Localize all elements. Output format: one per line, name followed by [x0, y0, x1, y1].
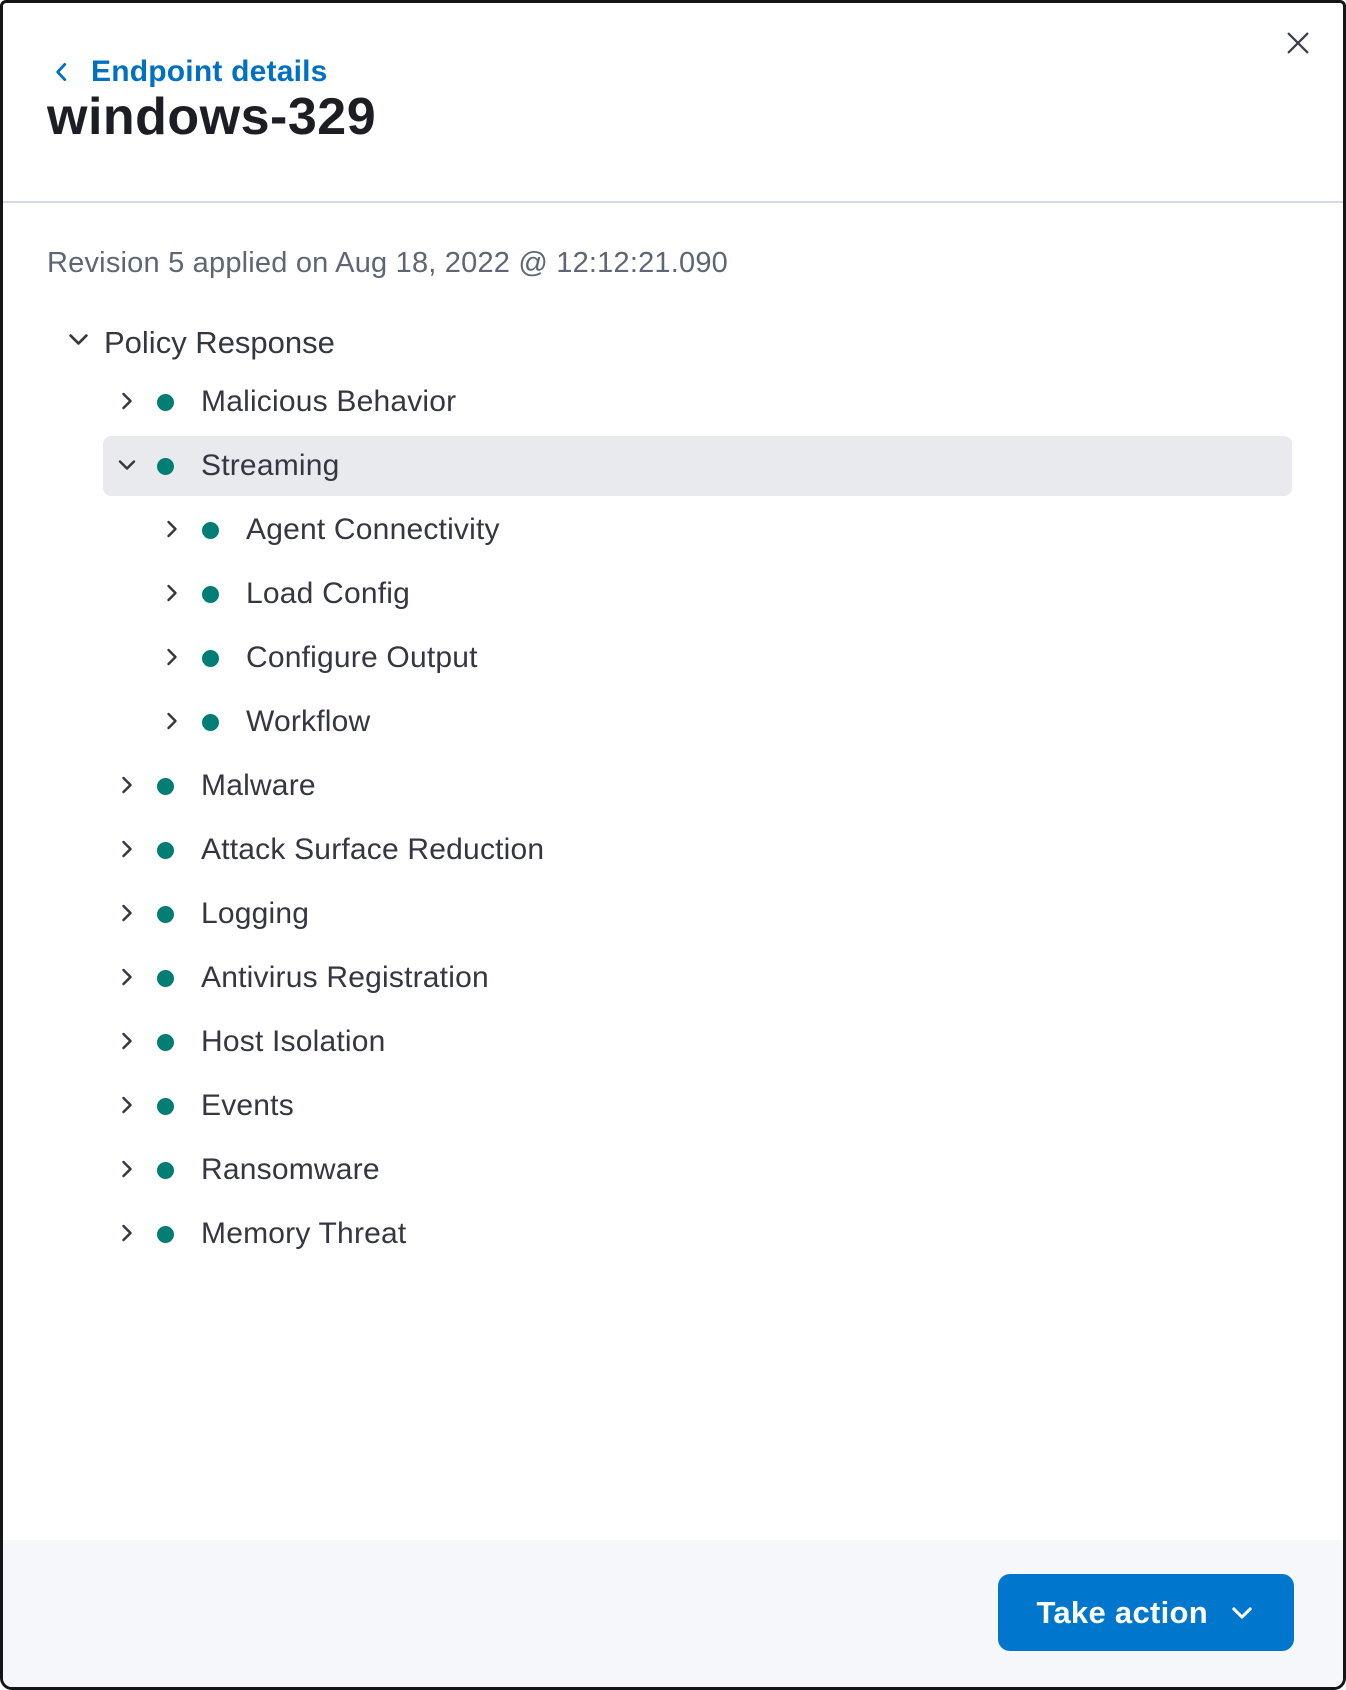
status-dot-icon [157, 970, 174, 987]
chevron-right-icon [160, 709, 184, 736]
tree-item-load-config[interactable] [3, 562, 1343, 626]
status-dot-icon [157, 778, 174, 795]
tree-item-malicious-behavior[interactable] [3, 370, 1343, 434]
tree-item-streaming[interactable] [103, 436, 1292, 496]
tree-item-label: Malware [201, 769, 316, 802]
tree-item-label: Host Isolation [201, 1025, 386, 1058]
chevron-right-icon [115, 901, 139, 928]
tree-item-label: Load Config [246, 577, 410, 610]
expand-chevron-button[interactable] [114, 773, 140, 799]
tree-item-logging[interactable] [3, 882, 1343, 946]
status-dot-icon [202, 714, 219, 731]
flyout-header [3, 3, 1343, 203]
close-button[interactable] [1275, 21, 1321, 67]
expand-chevron-button[interactable] [114, 837, 140, 863]
tree-item-events[interactable] [3, 1074, 1343, 1138]
flyout-body [3, 205, 1343, 1540]
status-dot-icon [157, 906, 174, 923]
expand-chevron-button[interactable] [114, 453, 140, 479]
endpoint-details-back-link[interactable] [49, 55, 328, 89]
chevron-right-icon [160, 645, 184, 672]
status-dot-icon [202, 586, 219, 603]
close-icon [1282, 27, 1314, 62]
tree-item-label: Workflow [246, 705, 371, 738]
tree-item-memory-threat[interactable] [3, 1202, 1343, 1266]
expand-chevron-button[interactable] [114, 1221, 140, 1247]
take-action-label: Take action [1036, 1594, 1208, 1630]
chevron-down-icon [115, 453, 139, 480]
tree-item-attack-surface-reduction[interactable] [3, 818, 1343, 882]
expand-chevron-button[interactable] [114, 901, 140, 927]
tree-item-label: Memory Threat [201, 1217, 407, 1250]
expand-chevron-button[interactable] [159, 517, 185, 543]
expand-chevron-button[interactable] [159, 581, 185, 607]
status-dot-icon [157, 1162, 174, 1179]
status-dot-icon [157, 394, 174, 411]
back-link-label: Endpoint details [91, 55, 328, 88]
status-dot-icon [157, 1098, 174, 1115]
tree-item-antivirus-registration[interactable] [3, 946, 1343, 1010]
status-dot-icon [157, 458, 174, 475]
tree-item-label: Logging [201, 897, 310, 930]
chevron-right-icon [115, 1029, 139, 1056]
chevron-left-icon [49, 57, 75, 87]
chevron-down-icon [1228, 1599, 1256, 1627]
policy-response-tree [3, 370, 1343, 1266]
tree-item-label: Events [201, 1089, 294, 1122]
take-action-button[interactable] [998, 1574, 1294, 1651]
flyout-footer [3, 1540, 1343, 1687]
chevron-right-icon [160, 581, 184, 608]
status-dot-icon [202, 522, 219, 539]
expand-chevron-button[interactable] [159, 645, 185, 671]
tree-item-host-isolation[interactable] [3, 1010, 1343, 1074]
chevron-right-icon [115, 1221, 139, 1248]
chevron-right-icon [115, 1157, 139, 1184]
status-dot-icon [157, 1226, 174, 1243]
chevron-right-icon [115, 1093, 139, 1120]
tree-item-label: Antivirus Registration [201, 961, 489, 994]
tree-item-configure-output[interactable] [3, 626, 1343, 690]
page-title: windows-329 [47, 88, 377, 146]
expand-chevron-button[interactable] [114, 1093, 140, 1119]
tree-item-label: Attack Surface Reduction [201, 833, 545, 866]
tree-item-label: Ransomware [201, 1153, 380, 1186]
tree-item-malware[interactable] [3, 754, 1343, 818]
tree-item-label: Streaming [201, 449, 340, 482]
status-dot-icon [202, 650, 219, 667]
tree-item-label: Agent Connectivity [246, 513, 500, 546]
chevron-right-icon [115, 837, 139, 864]
expand-chevron-button[interactable] [114, 965, 140, 991]
expand-chevron-button[interactable] [159, 709, 185, 735]
chevron-right-icon [115, 965, 139, 992]
chevron-right-icon [160, 517, 184, 544]
tree-item-label: Malicious Behavior [201, 385, 457, 418]
tree-item-workflow[interactable] [3, 690, 1343, 754]
expand-chevron-button[interactable] [114, 1029, 140, 1055]
chevron-right-icon [115, 389, 139, 416]
revision-status-text: Revision 5 applied on Aug 18, 2022 @ 12:12:21.090 [47, 247, 728, 279]
tree-item-agent-connectivity[interactable] [3, 498, 1343, 562]
tree-root-label: Policy Response [104, 325, 335, 360]
expand-chevron-button[interactable] [114, 389, 140, 415]
tree-root-policy-response[interactable] [3, 322, 1343, 364]
chevron-right-icon [115, 773, 139, 800]
status-dot-icon [157, 842, 174, 859]
tree-item-label: Configure Output [246, 641, 478, 674]
status-dot-icon [157, 1034, 174, 1051]
chevron-down-icon [65, 325, 92, 361]
expand-chevron-button[interactable] [114, 1157, 140, 1183]
tree-item-ransomware[interactable] [3, 1138, 1343, 1202]
